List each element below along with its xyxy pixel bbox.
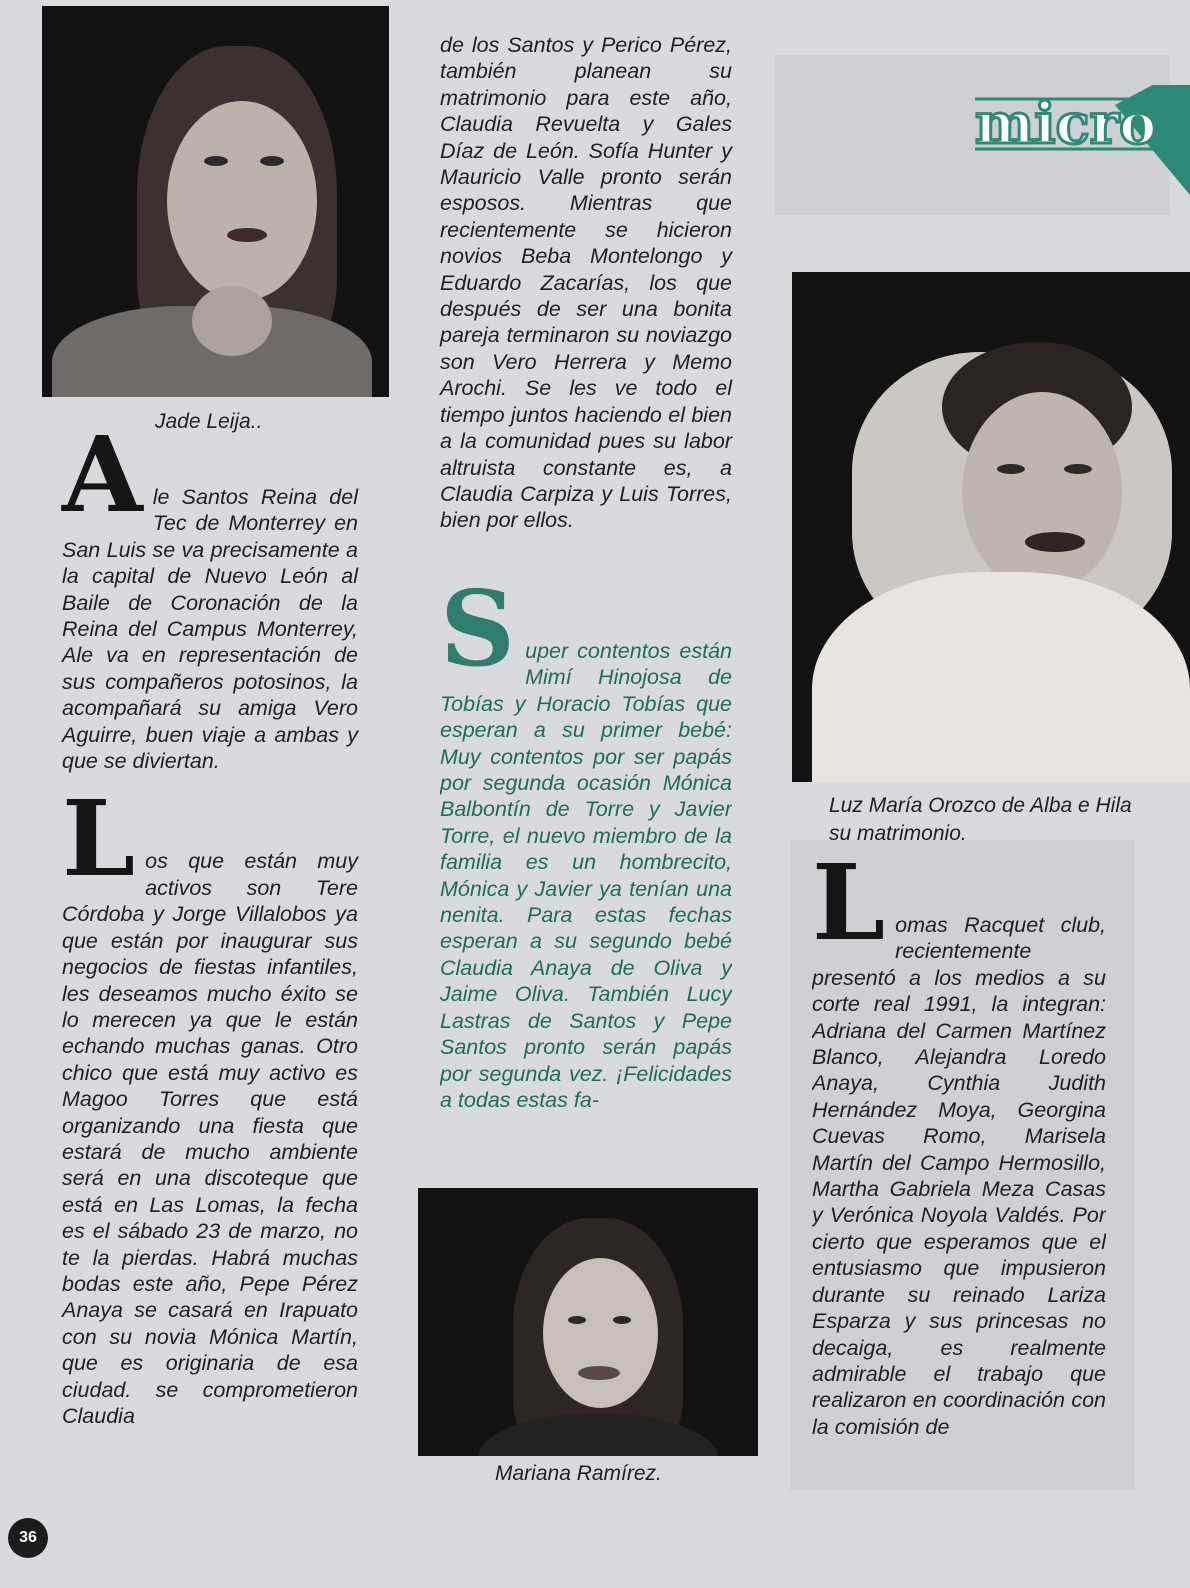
- drop-cap-a: A: [62, 413, 143, 536]
- paragraph-santos-perez-text: de los Santos y Perico Pérez, también planean su matrimonio para este año, Claudia Revuelta y Gales Díaz de León. Sofía Hunter y Mauricio Valle pronto serán esposos. Mientras que recientemente se hicieron novios Beba Montelongo y Eduardo Zacarías, los que después de ser una bonita pareja terminaron su noviazgo son Vero Herrera y Memo Arochi. Se les ve todo el tiempo juntos haciendo el bien a la comunidad pues su labor altruista constante es, a Claudia Carpiza y Luis Torres, bien por ellos.: [440, 33, 732, 533]
- caption-luz-maria-orozco-line1: Luz María Orozco de Alba e Hila: [829, 794, 1132, 817]
- paragraph-lomas-racquet-text: omas Racquet club, recientemente presentó a los medios a su corte real 1991, la integran: Adriana del Carmen Martínez Blanco, Alejandra Loredo Anaya, Cynthia Judith Hernández Moya, Georgina Cuevas Romo, Marisela Martín del Campo Hermosillo, Martha Gabriela Meza Casas y Verónica Noyola Valdés. Por cierto que esperamos que el entusiasmo que impusieron durante su reinado Lariza Esparza y sus princesas no decaiga, es realmente admirable el trabajo que realizaron en coordinación con la comisión de: [812, 913, 1106, 1439]
- drop-cap-l: L: [62, 777, 136, 901]
- caption-jade-leija: Jade Leija..: [155, 410, 263, 433]
- column-right: [812, 860, 1106, 1500]
- micro-logo: [975, 85, 1190, 200]
- caption-mariana-ramirez: Mariana Ramírez.: [495, 1462, 662, 1485]
- paragraph-tere-cordoba-text: os que están muy activos son Tere Córdoba y Jorge Villalobos ya que están por inaugurar sus negocios de fiestas infantiles, les deseamos mucho éxito se lo merecen ya que le están echando muchas ganas. Otro chico que está muy activo es Magoo Torres que está organizando una fiesta que estará de mucho ambiente será en una discoteque que está en Las Lomas, la fecha es el sábado 23 de marzo, no te la pierdas. Habrá muchas bodas este año, Pepe Pérez Anaya se casará en Irapuato con su novia Mónica Martín, que es originaria de esa ciudad. se comprometieron Claudia: [62, 849, 358, 1428]
- drop-cap-l-right: L: [812, 860, 886, 964]
- photo-jade-leija: [42, 6, 389, 397]
- paragraph-super-contentos-text: uper contentos están Mimí Hinojosa de Tobías y Horacio Tobías que esperan a su primer bebé: Muy contentos por ser papás por segunda ocasión Mónica Balbontín de Torre y Javier Torre, el nuevo miembro de la familia es un hombrecito, Mónica y Javier ya tenían una nenita. Para estas fechas esperan a su segundo bebé Claudia Anaya de Oliva y Jaime Oliva. También Lucy Lastras de Santos y Pepe Santos pronto serán papás por segunda vez. ¡Felicidades a todas estas fa-: [440, 639, 732, 1112]
- caption-luz-maria-orozco-line2: su matrimonio.: [829, 822, 967, 845]
- micro-logo-text: micro: [975, 91, 1157, 157]
- paragraph-tere-cordoba: [62, 777, 358, 1429]
- paragraph-ale-santos-text: le Santos Reina del Tec de Monterrey en San Luis se va precisamente a la capital de Nuevo León al Baile de Coronación de la Reina del Campus Monterrey, Ale va en representación de sus compañeros potosinos, la acompañará su amiga Vero Aguirre, buen viaje a ambas y que se diviertan.: [62, 485, 358, 774]
- paragraph-santos-perez: [440, 32, 732, 534]
- paragraph-lomas-racquet: [812, 860, 1106, 1440]
- paragraph-super-contentos: [440, 586, 732, 1113]
- photo-mariana-ramirez: [418, 1188, 758, 1456]
- drop-cap-s: S: [440, 586, 516, 690]
- page-number: 36: [8, 1518, 48, 1558]
- column-middle: [440, 32, 732, 556]
- photo-luz-maria-orozco: [792, 272, 1190, 782]
- column-middle-green: [440, 586, 732, 1156]
